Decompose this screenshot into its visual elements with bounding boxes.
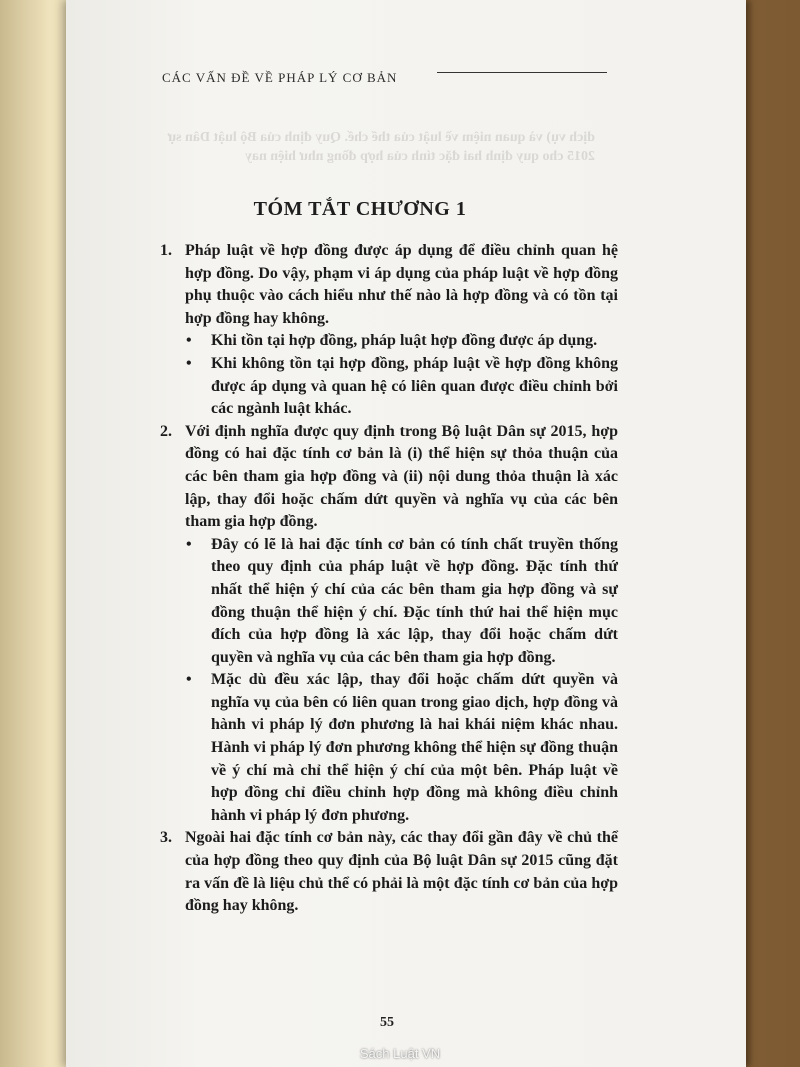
bullet-icon: • [186,535,192,553]
item-text: Với định nghĩa được quy định trong Bộ luật Dân sự 2015, hợp đồng có hai đặc tính cơ bản là (i) thể hiện sự thỏa thuận của các bên tham gia hợp đồng và (ii) nội dung thỏa thuận là xác lập, thay đổi hoặc chấm dứt quyền và nghĩa vụ của các bên tham gia hợp đồng. [185,422,618,531]
item-text: Pháp luật về hợp đồng được áp dụng để điều chỉnh quan hệ hợp đồng. Do vậy, phạm vi áp dụng của pháp luật về hợp đồng phụ thuộc vào cách hiểu như thế nào là hợp đồng và có tồn tại hợp đồng hay không. [185,242,618,327]
bullet-text: Mặc dù đều xác lập, thay đổi hoặc chấm dứt quyền và nghĩa vụ của bên có liên quan trong giao dịch, hợp đồng và hành vi pháp lý đơn phương là hai khái niệm khác nhau. Hành vi pháp lý đơn phương không thể hiện sự đồng thuận về ý chí mà chỉ thể hiện ý chí của một bên. Pháp luật về hợp đồng chỉ điều chỉnh hợp đồng mà không điều chỉnh hành vi pháp lý đơn phương. [211,671,618,824]
bullet-text: Khi tồn tại hợp đồng, pháp luật hợp đồng được áp dụng. [211,332,598,350]
bullet-icon: • [186,671,192,689]
chapter-title: TÓM TẮT CHƯƠNG 1 [253,198,467,220]
header-rule [437,72,607,73]
list-item [160,421,618,534]
bleed-through-text: dịch vụ) và quan niệm về luật của thể chế. Quy định của Bộ luật Dân sự 2015 cho quy định hai đặc tính của hợp đồng như hiện nay [167,130,595,164]
page-number: 55 [380,1015,394,1030]
item-number: 2. [160,422,172,440]
list-item [160,240,618,330]
item-text: Ngoài hai đặc tính cơ bản này, các thay đổi gần đây về chủ thể của hợp đồng theo quy định của Bộ luật Dân sự 2015 cũng đặt ra vấn đề là liệu chủ thể có phải là một đặc tính cơ bản của hợp đồng hay không. [185,829,618,915]
summary-list [160,240,618,918]
bullet-item [186,330,618,353]
watermark: Sách Luật VN [359,1046,441,1061]
item-number: 3. [160,829,172,847]
item-number: 1. [160,242,172,259]
bullet-text: Khi không tồn tại hợp đồng, pháp luật về hợp đồng không được áp dụng và quan hệ có liên quan được điều chỉnh bởi các ngành luật khác. [211,354,618,418]
bullet-icon: • [186,332,192,350]
bullet-item [186,534,618,670]
bullet-icon: • [186,354,192,372]
list-item [160,827,618,917]
bullet-item [186,353,618,421]
bullet-item [186,669,618,827]
bullet-text: Đây có lẽ là hai đặc tính cơ bản có tính chất truyền thống theo quy định của pháp luật về hợp đồng. Đặc tính thứ nhất thể hiện ý chí của các bên tham gia hợp đồng và sự đồng thuận thể hiện ý chí. Đặc tính thứ hai thể hiện mục đích của hợp đồng là xác lập, thay đổi hoặc chấm dứt quyền và nghĩa vụ của các bên tham gia hợp đồng. [211,535,618,666]
running-header: CÁC VẤN ĐỀ VỀ PHÁP LÝ CƠ BẢN [162,70,398,85]
